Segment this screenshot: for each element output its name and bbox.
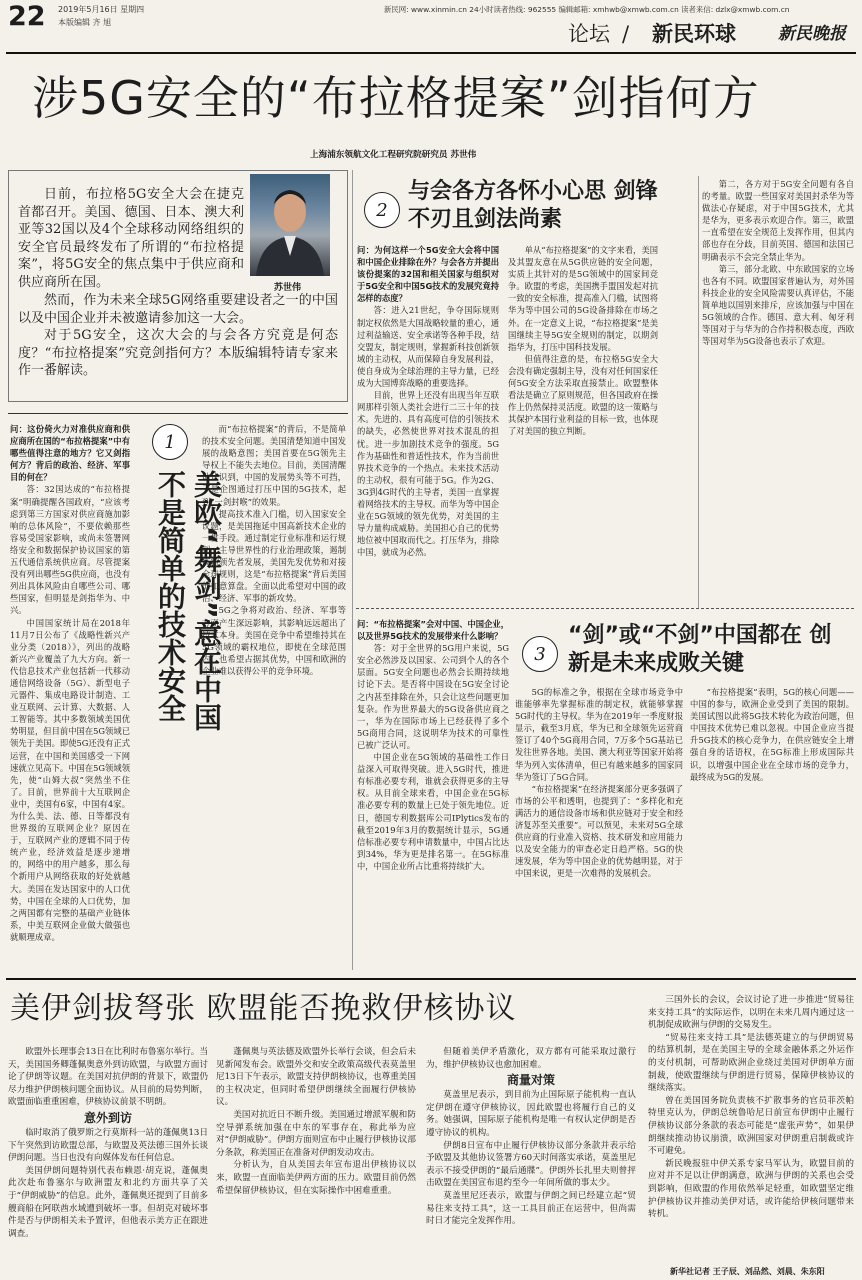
bottom-paragraph: 曾在美国国务院负责核不扩散事务的官员菲茨帕特里克认为，伊朗总统鲁哈尼日前宣布伊朗中止履行伊核协议部分条款的表态可能是“虚张声势”，如果伊朗继续推动协议崩溃，欧洲国家对伊朗重启制裁或许不可避免。 [648,1095,854,1157]
section1-title: 美欧“舞剑”意在中国 不是简单的技术安全 [154,470,223,731]
page-number: 22 [8,1,46,32]
intro-text [18,186,244,291]
intro-paragraph: 对于5G安全，这次大会的与会各方究竟是何态度？“布拉格提案”究竟剑指何方？本版编辑特请专家来作一番解读。 [18,328,338,378]
section2-body: 单从“布拉格提案”的文字来看，美国及其盟友意在从5G供应链的安全问题，实质上其针对的是5G领域中的国家间竞争。欧盟的考虑，美国携手盟国发起对抗一致的安全标准，提高准入门槛，试图将华为等中国公司的5G设备排除在市场之外。在一定意义上说，“布拉格提案”是美国继续主导5G安全规则的制定，以期剑指华为，打压中国科技发展。 [508,245,658,352]
issue-date: 2019年5月16日 星期四 [58,5,145,14]
section2-body: 第三，部分北欧、中东欧国家的立场也各有不同。欧盟国家普遍认为，对外国科技企业的安全风险需要认真评估，不能简单地以国别来排斥，应该加强与中国在5G领域的合作。德国、意大利、匈牙利等国对于与华为的合作持积极态度，西欧等国对华为5G设备也表示了欢迎。 [702,263,854,347]
bottom-col2 [216,1046,416,1276]
column-divider [352,170,353,970]
bottom-paragraph: 伊朗8日宣布中止履行伊核协议部分条款并表示给予欧盟及其他协议签署方60天时间落实承诺，莫盖里尼表示不接受伊朗的“最后通牒”。伊朗外长扎里夫则曾抨击欧盟在美国宣布退约至今一年间所做的事太少。 [426,1140,636,1189]
bottom-paragraph: 新民晚报驻中伊关系专家马军认为，欧盟目前的应对并不足以让伊朗满意，欧洲与伊朗的关系也会受到影响，但欧盟的作用依然举足轻重，如欧盟坚定维护伊核协议并推动美伊对话，或许能给伊核问题带来转机。 [648,1158,854,1220]
section3-body: “布拉格提案”在经济提案部分更多强调了市场的公平和透明，也提到了：“多样化和充满活力的通信设备市场和供应链对于安全和经济复苏至关重要”。可以预见，未来对5G全球供应商的行业准入资格、技术研发和应用能力以及安全能力的审查必定日趋严格。5G的快速发展，华为等中国企业的优势越明显，对于中国来说，更是一次难得的发展机会。 [515,783,683,879]
section2-body: 目前，世界上还没有出现当年互联网那样引领人类社会进行二三十年的技术。先进的、具有高度可信的引领技术的缺失，必然使世界对技术混乱的担忧。进一步加剧技术竞争的强度。5G作为基础性和普适性技术，作为当前世界技术竞争的一个热点。未来技术活动的主动权，很有可能于5G。作为2G、3G到4G时代的主导者，美国一直掌握着网络技术的主导权。而华为等中国企业在5G领域的领先优势，对美国的主导力量构成威胁。美国担心自己的优势地位被中国取而代之。打压华为，排除中国，就成为必然。 [357,390,499,558]
section3-body: “布拉格提案”表明，5G的核心问题——中国的参与，欧洲企业受到了美国的限制。美国试图以此将5G技术转化为政治问题，但中国技术优势已难以忽视。中国企业应当提升5G技术的核心竞争力，在供应链安全上增强自身的话语权，在5G标准上形成国际共识，以增强中国企业在全球市场的竞争力，最终成为5G的发展。 [690,687,854,782]
section2-answer: 答：进入21世纪，争夺国际规则制定权依然是大国战略较量的重心，通过利益输送、安全承诺等各种手段，结交盟友，制定规则，掌握新科技创新领域的主动权，从而保障自身发展利益，使自身成为全球治理的主导力量，已经成为大国博弈战略的重要选择。 [357,305,499,389]
section2-col3 [702,178,854,608]
intro-paragraph: 日前，布拉格5G安全大会在捷克首都召开。美国、德国、日本、澳大利亚等32国以及4个全球移动网络组织的安全官员最终发布了所谓的“布拉格提案”，将5G安全的焦点集中于供应商和供应商所在国。 [18,187,244,290]
section3-number: 3 [522,636,558,672]
main-headline: 涉5G安全的“布拉格提案”剑指何方 [32,71,760,125]
section1-number: 1 [152,424,188,460]
section-forum: 论坛 [568,22,610,46]
editor-label: 本版编辑 齐 旭 [58,18,112,27]
header-rule [6,52,856,54]
section3-col1 [357,618,509,970]
bottom-paragraph: 莫盖里尼还表示，欧盟与伊朗之间已经建立起“贸易往来支持工具”，这一工具目前正在运营中，但尚需时日才能完全发挥作用。 [426,1190,636,1227]
bottom-col3 [426,1046,636,1276]
bottom-paragraph: 三国外长的会议，会议讨论了进一步推进“贸易往来支持工具”的实际运作，以明在未来几周内通过这一机制促成欧洲与伊朗的交易发生。 [648,995,854,1031]
bottom-paragraph: 但随着美伊矛盾激化，双方都有可能采取过激行为，维护伊核协议也愈加困难。 [426,1047,636,1070]
bottom-credit: 新华社记者 王子辰、刘品然、刘晨、朱东阳 [670,1267,825,1276]
site-contact: 新民网: www.xinmin.cn 24小时读者热线: 962555 编辑邮箱: xmhwb@xmwb.com.cn 读者来信: dzlx@xmwb.com.cn [384,5,790,14]
section3-rule [356,608,854,609]
section1-body: 提高技术准入门槛，切入国家安全议题，是美国拖延中国高新技术企业的一贯手段。通过制定行业标准和运行规则，主导世界性的行业治理政策，遏制高新领先者发展，美国先发优势和对接全球规则，这是“布拉格提案”背后美国的如意算盘。全面以此希望对中国的政治、经济、军事的新攻势。 [202,508,346,604]
bottom-headline: 美伊剑拔弩张 欧盟能否挽救伊核协议 [10,991,517,1026]
bottom-paragraph: 分析认为，自从美国去年宣布退出伊核协议以来，欧盟一直面临美伊两方面的压力。欧盟目前仍然希望保留伊核协议，但在实际操作中困难重重。 [216,1160,416,1196]
bottom-col1 [8,1046,208,1276]
intro-text-wide [18,292,338,380]
author-photo [250,174,330,276]
byline: 上海浦东领航文化工程研究院研究员 苏世伟 [310,150,477,160]
bottom-lead: 欧盟外长理事会13日在比利时布鲁塞尔举行。当天，美国国务卿蓬佩奥意外到访欧盟，与欧盟方面讨论了伊朗等议题。在美国对抗伊朗的背景下，欧盟仍尽力维护伊朗核问题全面协议。从目前的局势判断，欧盟面临重重困难，伊核协议前景不明朗。 [8,1047,208,1108]
section2-question: 问：为何这样一个5G安全大会将中国和中国企业排除在外？与会各方并提出该份提案的32国和相关国家与组织对于5G安全和中国5G技术的发展究竟持怎样的态度？ [357,245,499,304]
section3-question: 问：“布拉格提案”会对中国、中国企业，以及世界5G技术的发展带来什么影响？ [357,619,509,642]
section1-rule [8,413,348,414]
bottom-col4 [648,994,854,1276]
section3-title-text: “剑”或“不剑”中国都在 创新是未来成败关键 [568,623,832,676]
bottom-story-rule [6,978,856,980]
intro-paragraph: 然而，作为未来全球5G网络重要建设者之一的中国以及中国企业并未被邀请参加这一大会。 [18,293,338,326]
section1-col2 [202,423,346,963]
section2-col2 [508,244,658,606]
section-divider: / [622,22,630,46]
bottom-paragraph: 美国伊朗问题特别代表布赖恩·胡克说，蓬佩奥此次赴布鲁塞尔与欧洲盟友和北约方面共享了关于“伊朗威胁”的信息。此外，蓬佩奥还提到了目前多艘商船在阿联酋水域遭到破坏一事。但胡克对破坏事件是否与伊朗相关未予置评，但他表示美方正在跟进调查。 [8,1165,208,1239]
section1-body: 中国国家统计局在2018年11月7日公布了《战略性新兴产业分类（2018）》，列出的战略新兴产业覆盖了九大方向。新一代信息技术产业包括新一代移动通信网络设备（5G）、新型电子元器件、集成电路设计制造、工业互联网、云计算、大数据、人工智能等。其中多数领域美国优势明显，但目前中国在5G领域已领先于美国。即使5G还没有正式运营，在中国和美国感受一下网速就立见高下。中国在5G领域领先，使“山姆大叔”突然坐不住了。目前，世界前十大互联网企业中，美国有6家，中国有4家。为什么美、法、德、日等都没有世界级的互联网企业？原因在于，互联网产业的逻辑不同于传统产业，经济效益是逐步递增的，网络中的用户越多，那么每个新用户从网络获取的好处就越大。美国在发达国家中的人口优势，中国在全球的人口优势，加之两国都有完整的基础产业链体系，中美互联网企业做大做强也就顺理成章。 [10,617,130,942]
section1-answer: 答：32国达成的“布拉格提案”明确提醒各国政府，“应该考虑到第三方国家对供应商施加影响的总体风险”，不要依赖那些容易受国家影响，或尚未签署网络安全和数据保护协议国家的第五代通信系统供应商。尽管提案没有列出哪些5G供应商，也没有列出具体风险由自哪些公司、哪些国家，但明显是剑指华为、中兴。 [10,484,130,616]
bottom-subhead-1: 意外到访 [83,1110,132,1125]
section2-title-text: 与会各方各怀小心思 剑锋不刃且剑法尚素 [408,179,658,232]
photo-caption: 苏世伟 [274,283,302,293]
section2-number: 2 [364,192,400,228]
column-divider [698,176,699,608]
section3-col3 [690,686,854,970]
section3-col2 [515,686,683,970]
section2-body: 第二，各方对于5G安全问题有各自的考量。欧盟一些国家对美国封杀华为等做法心存疑虑，对于中国5G技术，尤其是华为，更多表示欢迎合作。第三，欧盟一直希望在安全规范上发挥作用，但其内部也存在分歧，目前英国、德国和法国已明确表示不会完全禁止华为。 [702,179,854,262]
bottom-paragraph: 美国对抗近日不断升级。美国通过增派军舰和防空导弹系统加强在中东的军事存在，称此举为应对“伊朗威胁”。伊朗方面则宣布中止履行伊核协议部分条款，称美国正在准备对伊朗发动攻击。 [216,1109,416,1158]
bottom-paragraph: 蓬佩奥与英法德及欧盟外长举行会谈，但会后未见新闻发布会。欧盟外交和安全政策高级代表莫盖里尼13日下午表示，欧盟支持伊朗核协议，也尊重美国的主权决定，但同时希望伊朗继续全面履行伊核协议。 [216,1047,416,1108]
section3-answer: 答：对于全世界的5G用户来说，5G安全必然涉及以国家、公司到个人的各个层面。5G安全问题也必然会长期持续地讨论下去。是否将中国设在5G安全讨论之内甚至排除在外，只会让这些问题更加复杂。作为世界最大的5G设备供应商之一，华为在国际市场上已经获得了多个5G商用合同，这说明华为技术的可靠性已被广泛认可。 [357,643,509,750]
section2-col1 [357,244,499,606]
section-world: 新民环球 [652,21,736,46]
section2-title [408,178,708,234]
bottom-paragraph: “贸易往来支持工具”是法德英建立的与伊朗贸易的结算机制，是在美国主导的全球金融体系之外运作的支付机制，可帮助欧洲企业绕过美国对伊朗单方面制裁，使欧盟继续与伊朗进行贸易，保障伊核协议的继续落实。 [648,1032,854,1094]
section2-body: 但值得注意的是，布拉格5G安全大会没有确定强制主导，没有对任何国家任何5G安全方法采取直接禁止。欧盟整体看法是确立了原则规范，但各国政府在操作上仍然保持灵活度。欧盟的这一策略与其保护本国行业利益的目标一致，也体现了对美国的独立判断。 [508,353,658,437]
newspaper-logo: 新民晚报 [778,24,846,44]
bottom-paragraph: 临时取消了俄罗斯之行莫斯科一站的蓬佩奥13日下午突然到访欧盟总部，与欧盟及英法德三国外长谈伊朗问题。当日也没有向媒体发布任何信息。 [8,1127,208,1164]
bottom-subhead-2: 商量对策 [506,1073,555,1088]
section3-body: 5G的标准之争，根据在全球市场竞争中谁能够率先掌握标准的制定权，就能够掌握5G时代的主导权。华为在2019年一季度财报显示，截至3月底，华为已和全球领先运营商签订了40个5G商用合同，7万多个5G基站已发往世界各地。美国、澳大利亚等国家开始将华为列入实体清单，但已有越来越多的国家同华为签订了5G合同。 [515,687,683,782]
bottom-paragraph: 莫盖里尼表示，到目前为止国际原子能机构一直认定伊朗在遵守伊核协议，因此欧盟也将履行自己的义务。她强调，国际原子能机构是唯一有权认定伊朗是否遵守协议的机构。 [426,1090,636,1138]
section1-body: 5G之争将对政治、经济、军事等方面产生深远影响，其影响远远超出了技术本身。美国在竞争中希望维持其在5G领域的霸权地位，即使在全球范围内，也希望占据其优势，中国和欧洲的企业难以获得公平的竞争环境。 [202,605,346,676]
section1-body: 而“布拉格提案”的背后，不是简单的技术安全问题。美国清楚知道中国发展的战略意图；美国首要在5G领先主导权上不能失去地位。目前，美国清醒地认识到，中国的发展势头等不可挡，于是企图通过打压中国的5G技术，起到“一剑封喉”的效果。 [202,424,346,507]
section1-col1 [10,423,130,963]
section1-question: 问：这份倚火力对准供应商和供应商所在国的“布拉格提案”中有哪些值得注意的地方？它又剑指何方？背后的政治、经济、军事目的何在？ [10,424,130,483]
section3-title [568,622,853,678]
section3-body: 中国企业在5G领域的基础性工作日益深入可取得突破。进入5G时代，推进有标准必要专利，谁就会获得更多的主导权。从目前全球来看，中国企业在5G标准必要专利的数量上已处于领先地位。近日，德国专利数据库公司IPlytics发布的截至2019年3月的数据统计显示，5G通信标准必要专利申请数量中，中国占比达到34%，华为更是排名第一。在5G标准中，中国企业所占比重将持续扩大。 [357,752,509,871]
